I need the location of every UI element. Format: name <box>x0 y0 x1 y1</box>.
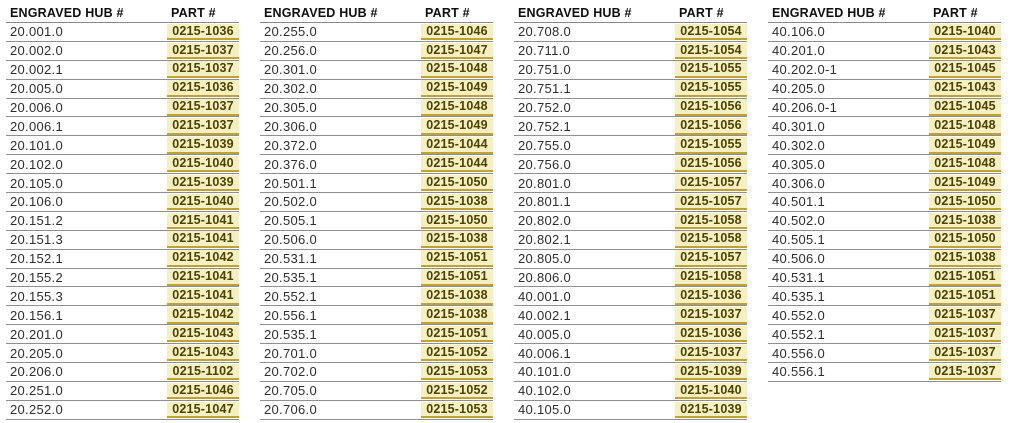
table-row <box>6 269 239 288</box>
engraved-hub-number: 20.531.1 <box>264 251 318 267</box>
engraved-hub-number: 20.805.0 <box>518 251 572 267</box>
part-number: 0215-1052 <box>421 383 493 400</box>
table-row <box>514 99 747 118</box>
part-number: 0215-1046 <box>167 383 239 400</box>
part-number: 0215-1045 <box>929 61 1001 78</box>
part-header: PART # <box>171 6 216 20</box>
engraved-hub-number: 20.751.0 <box>518 62 572 78</box>
table-row <box>768 363 1001 382</box>
engraved-hub-number: 40.552.0 <box>772 307 826 323</box>
part-number: 0215-1053 <box>421 402 493 419</box>
part-number: 0215-1037 <box>167 61 239 78</box>
table-row <box>260 250 493 269</box>
engraved-hub-number: 20.306.0 <box>264 118 318 134</box>
engraved-hub-number: 20.802.1 <box>518 232 572 248</box>
part-number: 0215-1039 <box>675 402 747 419</box>
table-row <box>514 212 747 231</box>
engraved-hub-number: 20.151.3 <box>10 232 64 248</box>
part-number: 0215-1049 <box>421 80 493 97</box>
engraved-hub-number: 20.006.0 <box>10 100 64 115</box>
part-number: 0215-1049 <box>929 175 1001 192</box>
table-row <box>768 117 1001 136</box>
table-row <box>768 212 1001 231</box>
engraved-hub-number: 20.502.0 <box>264 194 318 210</box>
engraved-hub-number: 20.206.0 <box>10 364 64 380</box>
engraved-hub-number: 40.102.0 <box>518 383 572 399</box>
engraved-hub-number: 20.801.1 <box>518 194 572 210</box>
table-row <box>768 42 1001 61</box>
table-row <box>260 363 493 382</box>
table-row <box>514 61 747 80</box>
part-number: 0215-1048 <box>929 156 1001 173</box>
part-header: PART # <box>425 6 470 20</box>
table-row <box>260 269 493 288</box>
column-header-row <box>6 6 239 23</box>
engraved-hub-number: 40.305.0 <box>772 156 826 172</box>
engraved-hub-number: 20.155.3 <box>10 288 64 304</box>
table-row <box>260 42 493 61</box>
part-number: 0215-1050 <box>421 175 493 192</box>
engraved-hub-number: 40.505.1 <box>772 232 826 248</box>
engraved-hub-number: 40.201.0 <box>772 43 826 59</box>
part-number: 0215-1042 <box>167 307 239 324</box>
engraved-hub-number: 20.155.2 <box>10 270 64 286</box>
part-number: 0215-1055 <box>675 137 747 154</box>
part-header: PART # <box>933 6 978 20</box>
part-number: 0215-1043 <box>167 345 239 362</box>
table-rows <box>768 23 1001 382</box>
table-row <box>768 269 1001 288</box>
engraved-hub-number: 20.005.0 <box>10 81 64 97</box>
part-number: 0215-1051 <box>421 269 493 286</box>
engraved-hub-header: ENGRAVED HUB # <box>264 6 378 20</box>
engraved-hub-number: 40.556.1 <box>772 364 826 380</box>
part-number: 0215-1036 <box>167 80 239 97</box>
part-number: 0215-1057 <box>675 250 747 267</box>
part-number: 0215-1049 <box>929 137 1001 154</box>
part-number: 0215-1047 <box>421 43 493 60</box>
parts-table-column-2 <box>260 6 493 420</box>
part-number: 0215-1056 <box>675 156 747 173</box>
part-number: 0215-1055 <box>675 80 747 97</box>
engraved-hub-number: 40.205.0 <box>772 81 826 97</box>
engraved-hub-number: 20.702.0 <box>264 364 318 380</box>
engraved-hub-number: 20.152.1 <box>10 251 64 267</box>
part-number: 0215-1040 <box>167 156 239 173</box>
part-number: 0215-1037 <box>929 345 1001 362</box>
part-number: 0215-1037 <box>167 118 239 135</box>
table-row <box>514 325 747 344</box>
engraved-hub-number: 40.002.1 <box>518 307 572 323</box>
engraved-hub-number: 20.802.0 <box>518 213 572 229</box>
table-row <box>6 250 239 269</box>
table-row <box>6 306 239 325</box>
part-number: 0215-1044 <box>421 137 493 154</box>
engraved-hub-number: 20.205.0 <box>10 345 64 361</box>
table-row <box>514 269 747 288</box>
part-number: 0215-1048 <box>929 118 1001 135</box>
table-row <box>768 231 1001 250</box>
table-row <box>514 401 747 420</box>
table-row <box>6 80 239 99</box>
part-number: 0215-1058 <box>675 269 747 286</box>
table-row <box>514 382 747 401</box>
engraved-hub-number: 20.535.1 <box>264 270 318 286</box>
part-number: 0215-1052 <box>421 345 493 362</box>
table-row <box>768 155 1001 174</box>
engraved-hub-number: 20.701.0 <box>264 345 318 361</box>
engraved-hub-number: 40.005.0 <box>518 326 572 342</box>
part-number: 0215-1040 <box>675 383 747 400</box>
part-number: 0215-1043 <box>929 80 1001 97</box>
part-number: 0215-1056 <box>675 118 747 135</box>
table-row <box>514 193 747 212</box>
table-row <box>6 136 239 155</box>
table-row <box>6 42 239 61</box>
table-row <box>514 231 747 250</box>
engraved-hub-number: 20.156.1 <box>10 307 64 323</box>
table-row <box>514 155 747 174</box>
engraved-hub-number: 20.708.0 <box>518 24 572 40</box>
part-number: 0215-1054 <box>675 24 747 41</box>
table-row <box>6 231 239 250</box>
engraved-hub-number: 20.105.0 <box>10 175 64 191</box>
engraved-hub-number: 20.201.0 <box>10 326 64 342</box>
part-number: 0215-1036 <box>167 24 239 41</box>
engraved-hub-number: 40.301.0 <box>772 118 826 134</box>
engraved-hub-number: 20.101.0 <box>10 137 64 153</box>
part-number: 0215-1037 <box>929 307 1001 324</box>
table-row <box>6 325 239 344</box>
part-number: 0215-1039 <box>167 175 239 192</box>
engraved-hub-number: 20.305.0 <box>264 100 318 115</box>
engraved-hub-number: 20.376.0 <box>264 156 318 172</box>
table-row <box>260 174 493 193</box>
table-row <box>514 306 747 325</box>
table-row <box>514 363 747 382</box>
table-row <box>768 193 1001 212</box>
engraved-hub-number: 20.706.0 <box>264 402 318 418</box>
engraved-hub-number: 20.002.1 <box>10 62 64 78</box>
part-number: 0215-1040 <box>929 24 1001 41</box>
table-row <box>260 212 493 231</box>
part-number: 0215-1046 <box>421 24 493 41</box>
table-rows <box>6 23 239 420</box>
engraved-hub-number: 40.302.0 <box>772 137 826 153</box>
part-number: 0215-1048 <box>421 99 493 116</box>
engraved-hub-header: ENGRAVED HUB # <box>772 6 886 20</box>
table-row <box>768 174 1001 193</box>
table-row <box>6 23 239 42</box>
table-row <box>260 99 493 118</box>
part-number: 0215-1038 <box>929 213 1001 230</box>
part-number: 0215-1036 <box>675 326 747 343</box>
table-row <box>768 306 1001 325</box>
engraved-hub-number: 40.206.0-1 <box>772 100 838 115</box>
table-rows <box>260 23 493 420</box>
part-number: 0215-1049 <box>421 118 493 135</box>
table-row <box>768 136 1001 155</box>
table-row <box>768 99 1001 118</box>
part-number: 0215-1041 <box>167 288 239 305</box>
part-number: 0215-1037 <box>675 307 747 324</box>
part-number: 0215-1042 <box>167 250 239 267</box>
engraved-hub-number: 40.531.1 <box>772 270 826 286</box>
table-row <box>260 61 493 80</box>
engraved-hub-number: 20.711.0 <box>518 43 571 59</box>
table-row <box>260 136 493 155</box>
table-row <box>260 325 493 344</box>
part-number: 0215-1037 <box>167 43 239 60</box>
table-row <box>768 250 1001 269</box>
table-row <box>768 287 1001 306</box>
part-header: PART # <box>679 6 724 20</box>
table-row <box>260 23 493 42</box>
engraved-hub-number: 20.806.0 <box>518 270 572 286</box>
engraved-hub-number: 20.006.1 <box>10 118 64 134</box>
table-row <box>260 306 493 325</box>
engraved-hub-number: 20.256.0 <box>264 43 318 59</box>
table-row <box>514 117 747 136</box>
table-row <box>260 80 493 99</box>
engraved-hub-number: 20.002.0 <box>10 43 64 59</box>
table-row <box>768 80 1001 99</box>
part-number: 0215-1037 <box>929 326 1001 343</box>
table-row <box>6 117 239 136</box>
column-header-row <box>514 6 747 23</box>
engraved-hub-number: 40.556.0 <box>772 345 826 361</box>
engraved-hub-number: 20.705.0 <box>264 383 318 399</box>
table-row <box>6 61 239 80</box>
part-number: 0215-1053 <box>421 364 493 381</box>
table-row <box>260 117 493 136</box>
part-number: 0215-1051 <box>929 269 1001 286</box>
part-number: 0215-1038 <box>421 288 493 305</box>
engraved-hub-number: 40.101.0 <box>518 364 572 380</box>
part-number: 0215-1038 <box>421 194 493 211</box>
table-row <box>260 231 493 250</box>
table-row <box>260 287 493 306</box>
engraved-hub-number: 40.306.0 <box>772 175 826 191</box>
part-number: 0215-1040 <box>167 194 239 211</box>
engraved-hub-number: 40.001.0 <box>518 288 572 304</box>
part-number: 0215-1048 <box>421 61 493 78</box>
engraved-hub-number: 20.535.1 <box>264 326 318 342</box>
table-row <box>768 325 1001 344</box>
table-row <box>6 363 239 382</box>
engraved-hub-number: 40.552.1 <box>772 326 826 342</box>
part-number: 0215-1037 <box>929 364 1001 381</box>
engraved-hub-number: 40.506.0 <box>772 251 826 267</box>
part-number: 0215-1054 <box>675 43 747 60</box>
table-row <box>514 23 747 42</box>
part-number: 0215-1039 <box>675 364 747 381</box>
engraved-hub-number: 20.801.0 <box>518 175 572 191</box>
part-number: 0215-1102 <box>167 364 239 381</box>
engraved-hub-number: 20.302.0 <box>264 81 318 97</box>
table-row <box>514 250 747 269</box>
parts-table-column-1 <box>6 6 239 420</box>
part-number: 0215-1058 <box>675 213 747 230</box>
engraved-hub-number: 40.202.0-1 <box>772 62 838 78</box>
engraved-hub-number: 20.106.0 <box>10 194 64 210</box>
engraved-hub-number: 40.501.1 <box>772 194 826 210</box>
engraved-hub-header: ENGRAVED HUB # <box>10 6 124 20</box>
engraved-hub-number: 20.752.1 <box>518 118 572 134</box>
table-row <box>6 401 239 420</box>
engraved-hub-header: ENGRAVED HUB # <box>518 6 632 20</box>
part-number: 0215-1051 <box>421 326 493 343</box>
engraved-hub-number: 40.006.1 <box>518 345 572 361</box>
engraved-hub-number: 20.755.0 <box>518 137 572 153</box>
table-row <box>260 382 493 401</box>
part-number: 0215-1038 <box>929 250 1001 267</box>
parts-table-column-3 <box>514 6 747 420</box>
part-number: 0215-1050 <box>929 231 1001 248</box>
engraved-hub-number: 40.105.0 <box>518 402 572 418</box>
part-number: 0215-1037 <box>675 345 747 362</box>
part-number: 0215-1038 <box>421 231 493 248</box>
table-row <box>514 287 747 306</box>
engraved-hub-number: 20.552.1 <box>264 288 318 304</box>
part-number: 0215-1050 <box>929 194 1001 211</box>
part-number: 0215-1051 <box>421 250 493 267</box>
table-row <box>6 193 239 212</box>
part-number: 0215-1043 <box>929 43 1001 60</box>
engraved-hub-number: 20.752.0 <box>518 100 572 115</box>
table-row <box>6 287 239 306</box>
table-row <box>768 344 1001 363</box>
engraved-hub-number: 40.502.0 <box>772 213 826 229</box>
table-row <box>514 80 747 99</box>
engraved-hub-number: 20.372.0 <box>264 137 318 153</box>
engraved-hub-number: 20.301.0 <box>264 62 318 78</box>
table-row <box>260 193 493 212</box>
table-row <box>6 344 239 363</box>
part-number: 0215-1037 <box>167 99 239 116</box>
part-number: 0215-1058 <box>675 231 747 248</box>
engraved-hub-number: 40.106.0 <box>772 24 826 40</box>
part-number: 0215-1036 <box>675 288 747 305</box>
table-row <box>260 401 493 420</box>
part-number: 0215-1045 <box>929 99 1001 116</box>
table-row <box>514 42 747 61</box>
column-header-row <box>260 6 493 23</box>
table-row <box>6 212 239 231</box>
part-number: 0215-1050 <box>421 213 493 230</box>
table-row <box>260 344 493 363</box>
table-row <box>260 155 493 174</box>
table-row <box>514 344 747 363</box>
engraved-hub-number: 20.102.0 <box>10 156 64 172</box>
engraved-hub-number: 20.506.0 <box>264 232 318 248</box>
part-number: 0215-1057 <box>675 175 747 192</box>
engraved-hub-number: 20.251.0 <box>10 383 64 399</box>
part-number: 0215-1044 <box>421 156 493 173</box>
table-row <box>6 99 239 118</box>
part-number: 0215-1056 <box>675 99 747 116</box>
parts-table-column-4 <box>768 6 1001 420</box>
part-number: 0215-1041 <box>167 231 239 248</box>
part-number: 0215-1039 <box>167 137 239 154</box>
engraved-hub-number: 20.151.2 <box>10 213 64 229</box>
part-number: 0215-1051 <box>929 288 1001 305</box>
part-number: 0215-1038 <box>421 307 493 324</box>
engraved-hub-number: 20.556.1 <box>264 307 318 323</box>
table-rows <box>514 23 747 420</box>
table-row <box>514 174 747 193</box>
part-number: 0215-1057 <box>675 194 747 211</box>
table-row <box>6 155 239 174</box>
table-row <box>514 136 747 155</box>
engraved-hub-number: 20.255.0 <box>264 24 318 40</box>
engraved-hub-number: 20.756.0 <box>518 156 572 172</box>
table-row <box>6 174 239 193</box>
engraved-hub-number: 20.501.1 <box>264 175 318 191</box>
engraved-hub-number: 20.001.0 <box>10 24 64 40</box>
part-number: 0215-1047 <box>167 402 239 419</box>
engraved-hub-number: 40.535.1 <box>772 288 826 304</box>
part-number: 0215-1043 <box>167 326 239 343</box>
table-row <box>768 61 1001 80</box>
part-number: 0215-1041 <box>167 269 239 286</box>
column-header-row <box>768 6 1001 23</box>
table-row <box>6 382 239 401</box>
engraved-hub-number: 20.252.0 <box>10 402 64 418</box>
part-number: 0215-1055 <box>675 61 747 78</box>
engraved-hub-number: 20.505.1 <box>264 213 318 229</box>
engraved-hub-number: 20.751.1 <box>518 81 572 97</box>
table-row <box>768 23 1001 42</box>
part-number: 0215-1041 <box>167 213 239 230</box>
